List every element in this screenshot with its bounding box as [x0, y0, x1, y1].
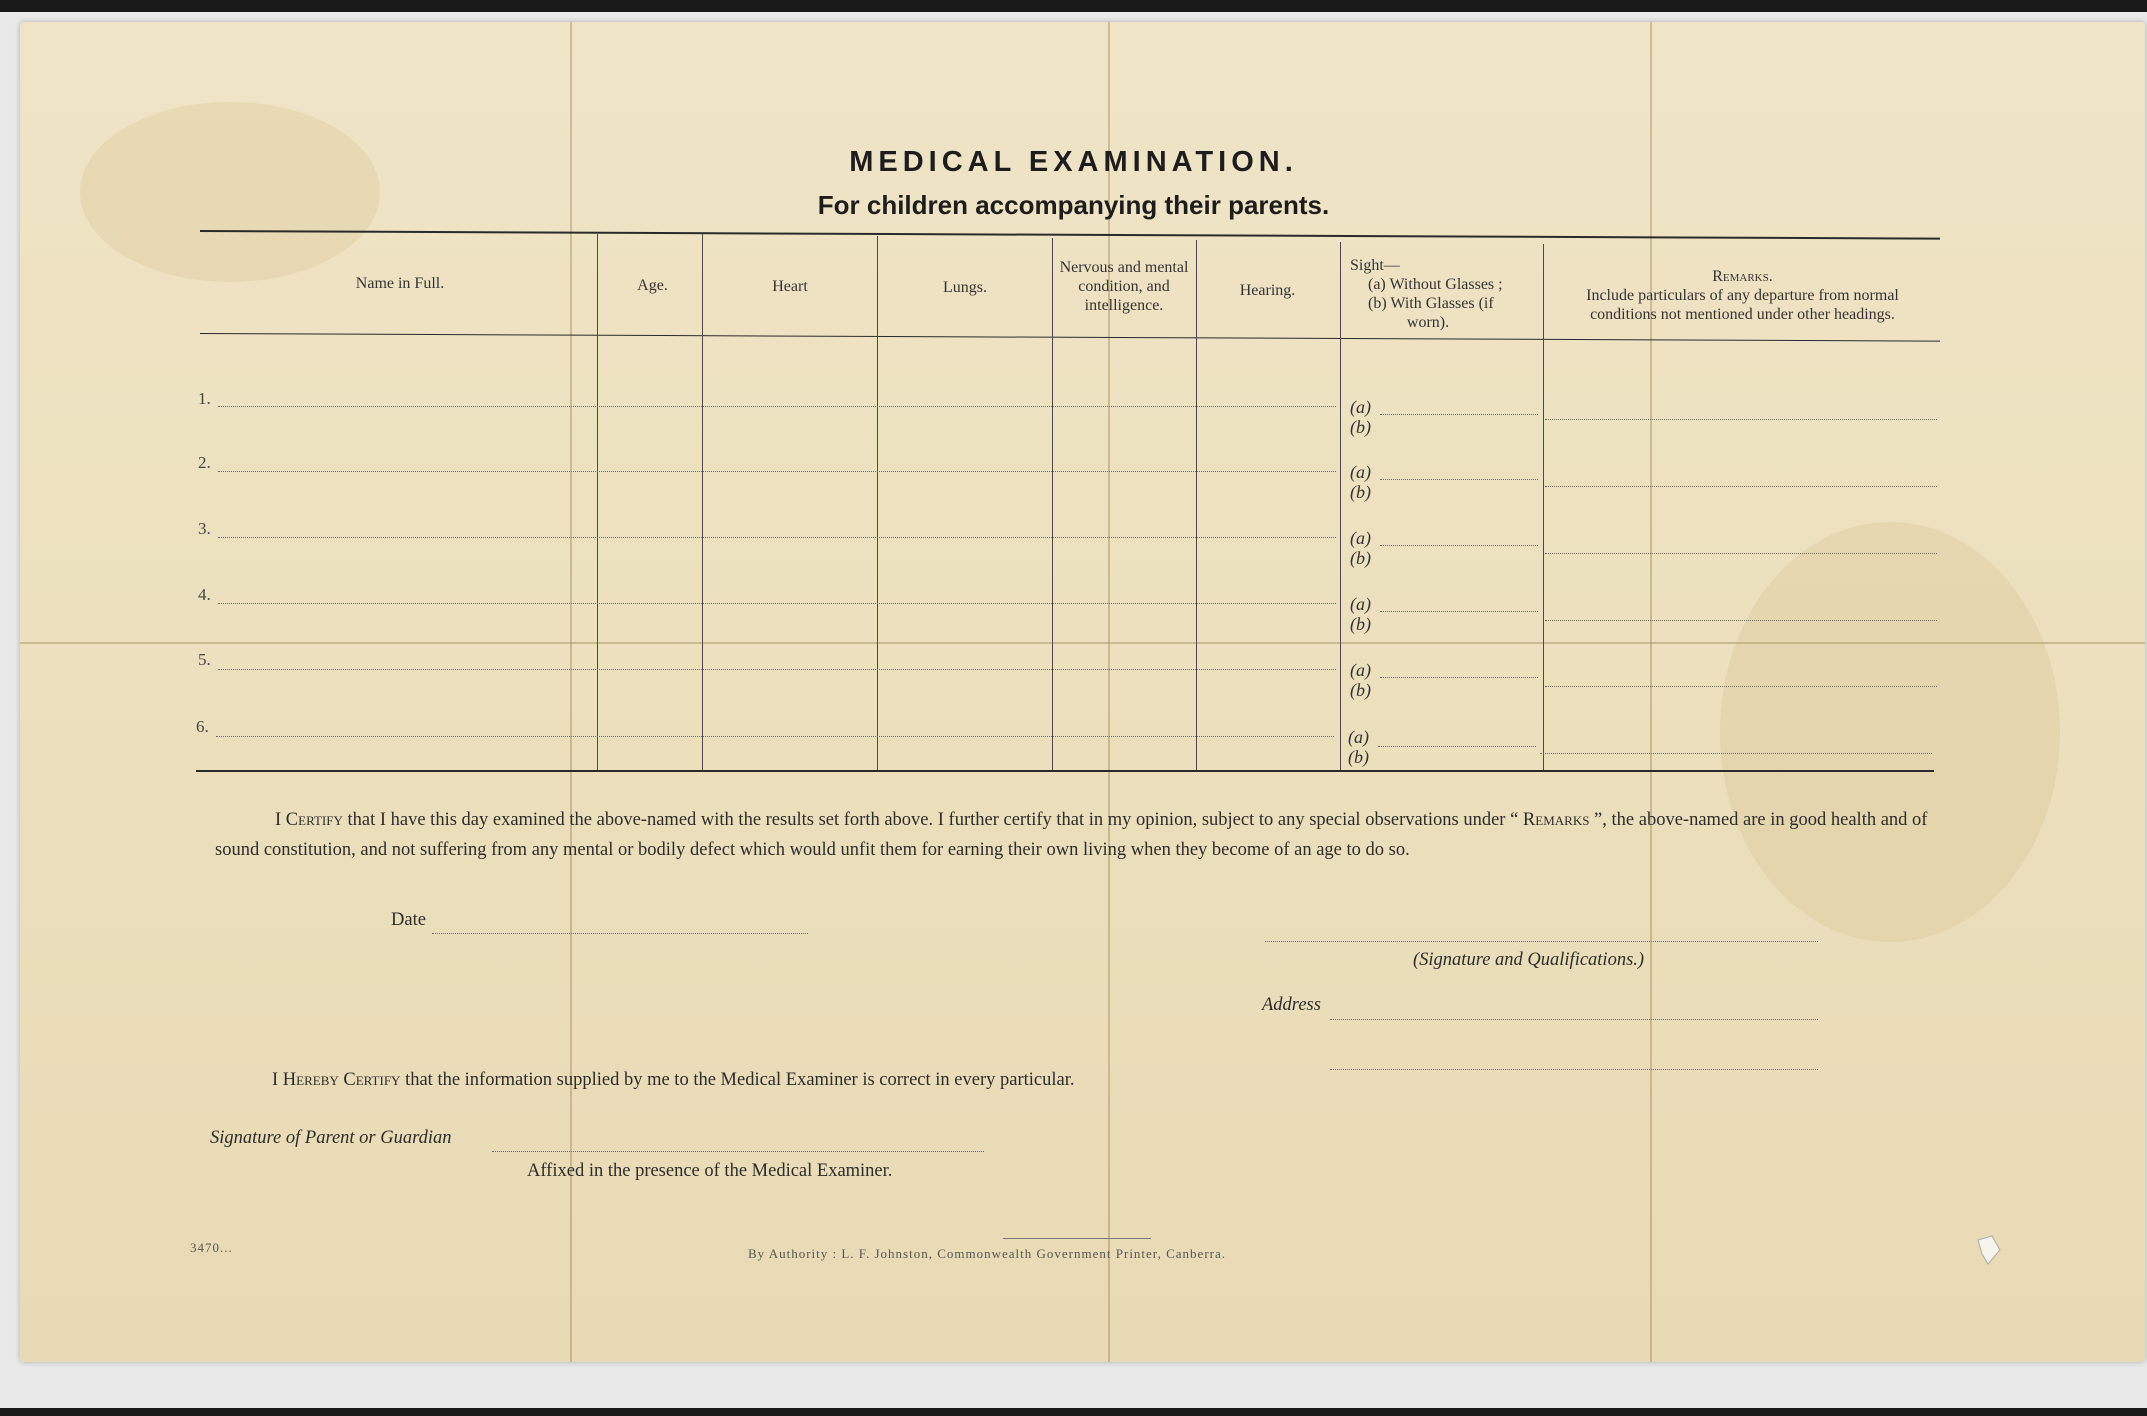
- address-field[interactable]: [1330, 1018, 1818, 1020]
- examiner-signature-field[interactable]: [1265, 940, 1818, 942]
- certify-lead: I Certify: [275, 810, 343, 830]
- column-header-heart: Heart: [772, 278, 808, 295]
- row-number: 1.: [198, 389, 211, 408]
- sight-entry-line[interactable]: [1380, 610, 1538, 612]
- parent-signature-label: Signature of Parent or Guardian: [210, 1128, 452, 1148]
- sight-a-label: (a): [1350, 462, 1371, 482]
- remarks-entry-line[interactable]: [1545, 418, 1937, 420]
- row-number: 3.: [198, 519, 211, 538]
- column-header-sight-line: (a) Without Glasses ;: [1368, 276, 1503, 293]
- sight-b-label: (b): [1350, 680, 1371, 700]
- column-divider: [702, 234, 703, 770]
- sight-entry-line[interactable]: [1380, 544, 1538, 546]
- row-number: 5.: [198, 650, 211, 669]
- row-number: 2.: [198, 453, 211, 472]
- paper-stain: [1720, 522, 2060, 942]
- printer-authority: By Authority : L. F. Johnston, Commonwealth Government Printer, Canberra.: [748, 1246, 1227, 1261]
- column-divider: [1543, 244, 1544, 770]
- column-divider: [877, 236, 878, 770]
- sight-a-label: (a): [1350, 528, 1371, 548]
- form-code: 3470...: [190, 1240, 233, 1255]
- affixed-note: Affixed in the presence of the Medical Examiner.: [527, 1161, 893, 1181]
- column-divider: [1196, 240, 1197, 770]
- column-header-remarks-line: Include particulars of any departure from normal: [1586, 287, 1899, 304]
- sight-a-label: (a): [1350, 594, 1371, 614]
- doctor-certification-text: [215, 805, 1935, 865]
- footer-rule: [1003, 1238, 1151, 1239]
- row-entry-line[interactable]: [216, 735, 1334, 737]
- row-entry-line[interactable]: [218, 405, 1336, 407]
- torn-corner-icon: [1970, 1232, 2010, 1272]
- column-header-nervous-line: condition, and: [1078, 278, 1170, 295]
- sight-entry-line[interactable]: [1380, 478, 1538, 480]
- signature-qualifications-label: (Signature and Qualifications.): [1413, 950, 1645, 970]
- sight-a-label: (a): [1350, 397, 1371, 417]
- hereby-certify-lead: I Hereby Certify: [272, 1070, 401, 1090]
- form-paper: [20, 22, 2145, 1362]
- fold-line: [1108, 22, 1110, 1362]
- parent-signature-field[interactable]: [492, 1150, 984, 1152]
- row-entry-line[interactable]: [218, 602, 1336, 604]
- column-header-nervous-line: Nervous and mental: [1059, 259, 1189, 276]
- form-subtitle: For children accompanying their parents.: [817, 190, 1330, 220]
- sight-b-label: (b): [1350, 482, 1371, 502]
- row-entry-line[interactable]: [218, 536, 1336, 538]
- scan-top-border: [0, 0, 2147, 12]
- remarks-entry-line[interactable]: [1545, 619, 1937, 621]
- table-bottom-rule: [196, 770, 1934, 772]
- row-number: 4.: [198, 585, 211, 604]
- sight-b-label: (b): [1350, 614, 1371, 634]
- column-header-lungs: Lungs.: [943, 279, 987, 296]
- row-number: 6.: [196, 717, 209, 736]
- column-divider: [1340, 242, 1341, 770]
- parent-certification-text: [272, 1065, 1372, 1095]
- row-entry-line[interactable]: [218, 668, 1336, 670]
- column-divider: [1052, 238, 1053, 770]
- sight-a-label: (a): [1350, 660, 1371, 680]
- column-header-remarks-title: Remarks.: [1712, 268, 1773, 285]
- sight-b-label: (b): [1348, 747, 1369, 767]
- sight-b-label: (b): [1350, 417, 1371, 437]
- column-divider: [597, 234, 598, 770]
- sight-entry-line[interactable]: [1378, 745, 1536, 747]
- address-label: Address: [1262, 995, 1321, 1015]
- column-header-remarks-line: conditions not mentioned under other headings.: [1590, 306, 1895, 323]
- date-field[interactable]: [432, 932, 808, 934]
- column-header-hearing: Hearing.: [1239, 282, 1296, 299]
- sight-entry-line[interactable]: [1380, 413, 1538, 415]
- fold-line: [1650, 22, 1652, 1362]
- column-header-name: Name in Full.: [355, 275, 445, 292]
- column-header-age: Age.: [637, 277, 668, 294]
- sight-b-label: (b): [1350, 548, 1371, 568]
- sight-a-label: (a): [1348, 727, 1369, 747]
- remarks-entry-line[interactable]: [1545, 685, 1937, 687]
- form-title: MEDICAL EXAMINATION.: [849, 146, 1298, 178]
- remarks-entry-line[interactable]: [1545, 552, 1937, 554]
- column-header-sight-line: worn).: [1406, 314, 1450, 331]
- date-label: Date: [391, 910, 426, 930]
- row-entry-line[interactable]: [218, 470, 1336, 472]
- column-header-sight-line: Sight—: [1350, 257, 1400, 274]
- scan-bottom-border: [0, 1408, 2147, 1416]
- certify-text-3: living when they become of an age to do so.: [1082, 840, 1410, 860]
- remarks-entry-line[interactable]: [1545, 485, 1937, 487]
- address-field-line-2[interactable]: [1330, 1068, 1818, 1070]
- certify-text-2: , the above-named are in good health and of sound constitution, and not suffering from any mental or bodily defect which would unfit them for earning their own: [215, 810, 1928, 860]
- remarks-reference: “ Remarks ”: [1510, 810, 1603, 830]
- column-header-nervous-line: intelligence.: [1084, 297, 1164, 314]
- remarks-entry-line[interactable]: [1540, 752, 1932, 754]
- sight-entry-line[interactable]: [1380, 676, 1538, 678]
- column-header-sight-line: (b) With Glasses (if: [1368, 295, 1494, 312]
- certify-text-1: that I have this day examined the above-named with the results set forth above. I further certify that in my opinion, subject to any special observations under: [342, 810, 1506, 830]
- parent-certify-text: that the information supplied by me to the Medical Examiner is correct in every particular.: [400, 1070, 1075, 1090]
